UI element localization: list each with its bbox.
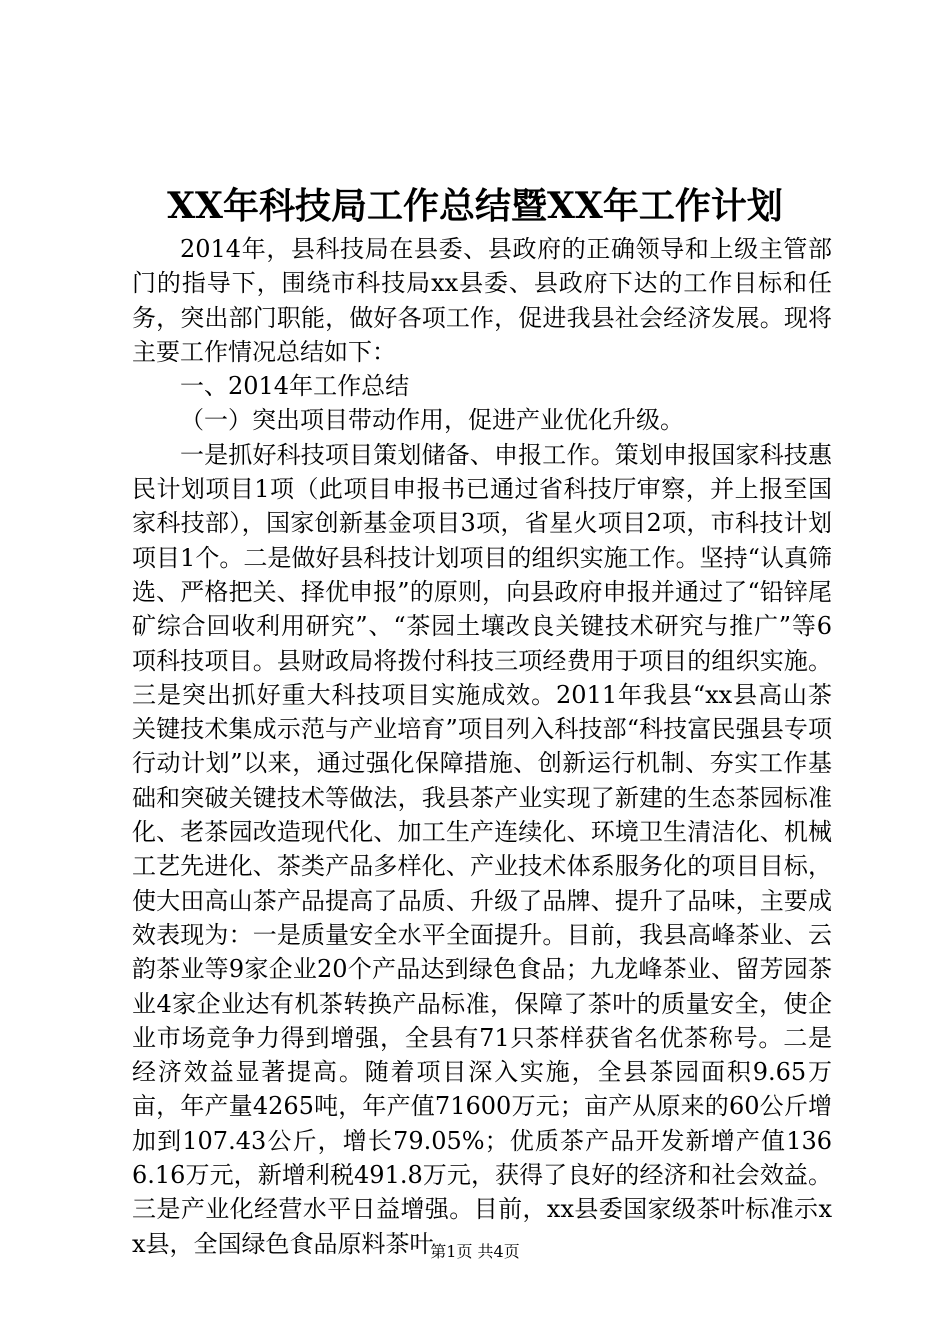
section-heading: 一、2014年工作总结 <box>180 372 410 401</box>
paragraph-projects: 一是抓好科技项目策划储备、申报工作。策划申报国家科技惠民计划项目1项（此项目申报书已通过省科技厅审察，并上报至国家科技部），国家创新基金项目3项，省星火项目2项，市科技计划项目1个。二是做好县科技计划项目的组织实施工作。坚持“认真筛选、严格把关、择优申报”的原则，向县政府申报并通过了“铅锌尾矿综合回收利用研究”、“茶园土壤改良关键技术研究与推广”等6项科技项目。县财政局将拨付科技三项经费用于项目的组织实施。三是突出抓好重大科技项目实施成效。2011年我县“xx县高山茶关键技术集成示范与产业培育”项目列入科技部“科技富民强县专项行动计划”以来，通过强化保障措施、创新运行机制、夯实工作基础和突破关键技术等做法，我县茶产业实现了新建的生态茶园标准化、老茶园改造现代化、加工生产连续化、环境卫生清洁化、机械工艺先进化、茶类产品多样化、产业技术体系服务化的项目目标，使大田高山茶产品提高了品质、升级了品牌、提升了品味，主要成效表现为：一是质量安全水平全面提升。目前，我县高峰茶业、云韵茶业等9家企业20个产品达到绿色食品；九龙峰茶业、留芳园茶业4家企业达有机茶转换产品标准，保障了茶叶的质量安全，使企业市场竞争力得到增强，全县有71只茶样获省名优茶称号。二是经济效益显著提高。随着项目深入实施，全县茶园面积9.65万亩，年产量4265吨，年产值71600万元；亩产从原来的60公斤增加到107.43公斤，增长79.05%；优质茶产品开发新增产值1366.16万元，新增利税491.8万元，获得了良好的经济和社会效益。三是产业化经营水平日益增强。目前，xx县委国家级茶叶标准示xx县，全国绿色食品原料茶叶 <box>132 440 832 1258</box>
subsection-heading: （一）突出项目带动作用，促进产业优化升级。 <box>180 406 684 435</box>
document-title: XX年科技局工作总结暨XX年工作计划 <box>167 185 783 227</box>
page-footer: 第1页 共4页 <box>430 1242 520 1261</box>
document-body <box>132 232 832 1261</box>
paragraph-intro: 2014年，县科技局在县委、县政府的正确领导和上级主管部门的指导下，围绕市科技局xx县委、县政府下达的工作目标和任务，突出部门职能，做好各项工作，促进我县社会经济发展。现将主要工作情况总结如下： <box>132 235 832 366</box>
